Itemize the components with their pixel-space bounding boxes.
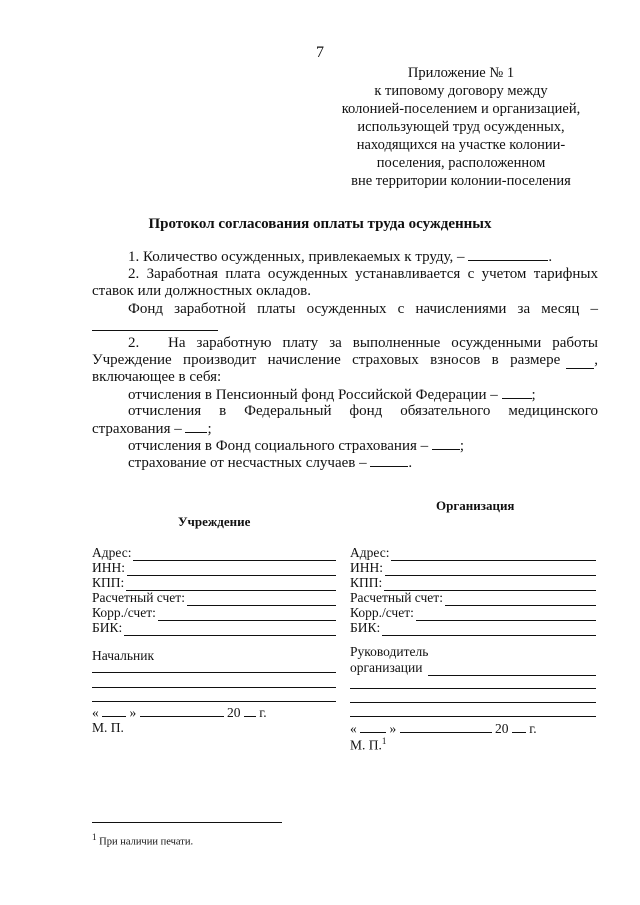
field-label: КПП:: [350, 575, 383, 590]
right-stamp-text: М. П.: [350, 737, 382, 753]
right-field-kpp: [350, 575, 596, 591]
field-label: БИК:: [350, 620, 381, 635]
item-6-end: ;: [207, 421, 212, 437]
right-field-address: [350, 545, 596, 561]
blank-field[interactable]: [432, 437, 460, 450]
item-6-line-2-text: страхования –: [92, 421, 182, 437]
signature-line[interactable]: [350, 702, 596, 703]
left-field-corr: [92, 605, 336, 621]
signature-line[interactable]: [350, 716, 596, 717]
item-7: [128, 437, 464, 455]
item-5-text: отчисления в Пенсионный фонд Российской Федерации –: [128, 387, 498, 403]
left-field-inn: [92, 560, 336, 576]
appendix-line: Приложение № 1: [407, 65, 515, 81]
date-open-quote: «: [92, 705, 99, 720]
field-label: ИНН:: [92, 560, 125, 575]
date-close-quote: »: [389, 721, 397, 736]
item-8: [128, 454, 412, 472]
footnote-divider: [92, 822, 282, 823]
appendix-line: поселения, расположенном: [376, 155, 546, 171]
item-5-end: ;: [531, 387, 536, 403]
right-stamp: [350, 736, 386, 754]
organization-heading: Организация: [436, 498, 515, 513]
field-label: Адрес:: [350, 545, 390, 560]
item-6-line-2: [92, 420, 212, 438]
page-number: 7: [316, 44, 324, 61]
left-field-account: [92, 590, 336, 606]
item-7-text: отчисления в Фонд социального страхования –: [128, 438, 429, 454]
field-label: ИНН:: [350, 560, 383, 575]
item-1-text: 1. Количество осужденных, привлекаемых к труду, –: [128, 249, 465, 265]
right-head-label-2: организации: [350, 660, 423, 675]
left-field-bik: [92, 620, 336, 636]
left-date-row: [92, 704, 267, 721]
date-close-quote: »: [129, 705, 137, 720]
left-field-kpp: [92, 575, 336, 591]
item-8-end: .: [408, 455, 413, 471]
item-6-line-1: отчисления в Федеральный фонд обязательного медицинского: [128, 403, 598, 419]
date-year-suffix: г.: [259, 705, 267, 720]
appendix-line: колонией-поселением и организацией,: [341, 101, 581, 117]
footnote-text: При наличии печати.: [99, 836, 194, 848]
right-field-corr: [350, 605, 596, 621]
signature-line[interactable]: [92, 687, 336, 688]
left-head-label: Начальник: [92, 648, 155, 663]
right-field-inn: [350, 560, 596, 576]
left-stamp: М. П.: [92, 720, 124, 735]
item-4-line-2: [92, 352, 598, 369]
signature-line[interactable]: [92, 672, 336, 673]
blank-field[interactable]: [244, 704, 256, 717]
field-label: Расчетный счет:: [350, 590, 443, 605]
appendix-line: к типовому договору между: [374, 83, 548, 99]
item-1: [128, 248, 552, 266]
item-4-line-2-text: Учреждение производит начисление страховых взносов в размере: [92, 352, 561, 368]
date-year-suffix: г.: [529, 721, 537, 736]
appendix-line: вне территории колонии-поселения: [351, 173, 571, 189]
field-label: Корр./счет:: [92, 605, 156, 620]
blank-field[interactable]: [92, 330, 218, 331]
signature-line[interactable]: [428, 663, 596, 676]
footnote-marker: 1: [92, 832, 97, 842]
blank-field[interactable]: [140, 704, 224, 717]
blank-field[interactable]: [102, 704, 126, 717]
right-head-label-1: Руководитель: [350, 644, 429, 659]
item-5: [128, 386, 536, 404]
right-field-bik: [350, 620, 596, 636]
item-8-text: страхование от несчастных случаев –: [128, 455, 367, 471]
institution-heading: Учреждение: [178, 514, 251, 529]
document-title: Протокол согласования оплаты труда осужденных: [148, 216, 492, 232]
blank-field[interactable]: [566, 356, 594, 369]
blank-field[interactable]: [370, 454, 408, 467]
blank-field[interactable]: [512, 720, 526, 733]
field-label: КПП:: [92, 575, 125, 590]
signature-line[interactable]: [350, 688, 596, 689]
item-4-line-3: включающее в себя:: [92, 369, 222, 385]
date-year: 20: [227, 705, 241, 720]
date-year: 20: [495, 721, 509, 736]
left-field-address: [92, 545, 336, 561]
footnote: [92, 832, 193, 848]
right-field-account: [350, 590, 596, 606]
signature-line[interactable]: [92, 701, 336, 702]
blank-field[interactable]: [360, 720, 386, 733]
blank-field[interactable]: [400, 720, 492, 733]
appendix-header: [300, 64, 622, 190]
item-2-line-1: 2. Заработная плата осужденных устанавливается с учетом тарифных: [128, 266, 598, 282]
appendix-line: находящихся на участке колонии-: [356, 137, 566, 153]
right-date-row: [350, 720, 537, 737]
item-1-end: .: [548, 249, 553, 265]
item-3-line-1: Фонд заработной платы осужденных с начислениями за месяц –: [128, 301, 598, 317]
item-2-line-2: ставок или должностных окладов.: [92, 283, 312, 299]
blank-field[interactable]: [382, 623, 596, 636]
item-4-line-1: На заработную плату за выполненные осужденными работы: [168, 335, 598, 351]
item-7-end: ;: [459, 438, 465, 454]
item-4-line-2-end: ,: [594, 352, 598, 368]
right-head-label-2-row: [350, 660, 596, 676]
field-label: Корр./счет:: [350, 605, 414, 620]
blank-field[interactable]: [468, 248, 548, 261]
footnote-ref[interactable]: 1: [381, 736, 387, 746]
field-label: Адрес:: [92, 545, 132, 560]
blank-field[interactable]: [124, 623, 336, 636]
field-label: БИК:: [92, 620, 123, 635]
field-label: Расчетный счет:: [92, 590, 185, 605]
appendix-line: использующей труд осужденных,: [357, 119, 565, 135]
blank-field[interactable]: [185, 420, 207, 433]
date-open-quote: «: [350, 721, 357, 736]
blank-field[interactable]: [502, 386, 532, 399]
item-4-number: 2.: [128, 335, 140, 351]
